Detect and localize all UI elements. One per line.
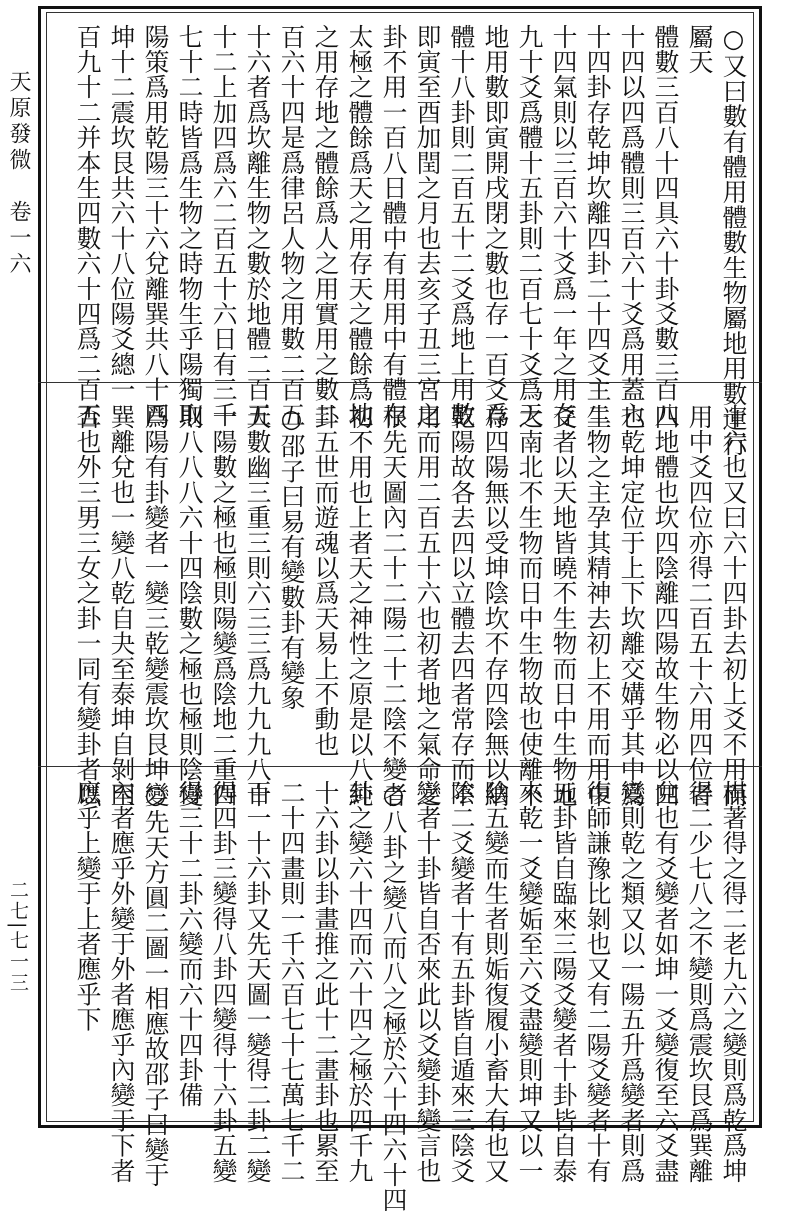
text-column: 十二上加四爲六二百五十六日有三千	[209, 24, 238, 428]
text-column: 得三十二卦六變而六十四卦備	[175, 780, 204, 1108]
text-column: 十四氣則以三百六十爻爲一年之用存	[549, 24, 578, 428]
book-title-margin: 天原發微 卷一六	[6, 70, 31, 278]
text-column: 也乾坤定位于上下坎離交媾乎其中爲	[617, 404, 646, 808]
text-column: 十六也又曰六十四卦去初上爻不用而	[719, 404, 748, 808]
text-column: 四地體也坎四陰離四陽故生物必以四	[651, 404, 680, 808]
text-column: 爲陽有卦變者一變三乾變震坎艮坤變	[141, 404, 170, 808]
text-column: 體十八卦則二百五十二爻爲地上用數	[447, 24, 476, 428]
text-column: 陰二爻變者十有五卦皆自遁來三陰爻	[447, 780, 476, 1184]
text-column: 用而用二百五十六也初者地之氣命之	[413, 404, 442, 808]
text-column: 之用存地之體餘爲人之用實用之數二	[311, 24, 340, 428]
text-column: 應乎上變于上者應乎下	[73, 780, 102, 1032]
text-column: 之南北不生物而日中生物故也使離不	[515, 404, 544, 808]
text-column: 一陽數之極也極則陽變爲陰地二重四	[209, 404, 238, 808]
text-column: 卦五世而遊魂以爲天易上不動也	[311, 404, 340, 757]
text-section-upper	[73, 24, 750, 457]
text-column: 根先天圖內二十二陽二十二陰不變者	[379, 404, 408, 808]
text-column: 變則乾之類又以一陽五升爲變者則爲	[617, 780, 646, 1184]
text-column: 五卦皆自臨來三陽爻變者十卦皆自泰	[549, 780, 578, 1184]
text-section-lower	[73, 780, 750, 1213]
text-section-middle	[73, 404, 750, 808]
text-column: 太極之體餘爲天之用存天之體餘爲地	[345, 24, 374, 428]
text-column: 棋著得之得二老九六之變則爲乾爲坤	[719, 780, 748, 1184]
text-column: 變者十卦皆自否來此以爻變卦變言也	[413, 780, 442, 1184]
text-column: 乾陽故各去四以立體去四者常存而不	[447, 404, 476, 808]
text-column: 天數幽三重三則六三三爲九九九八十	[243, 404, 272, 808]
text-column: 十四卦存乾坤坎離四卦二十四爻主二	[583, 24, 612, 428]
text-column: 坤十二震坎艮共六十八位陽爻總一	[107, 24, 136, 402]
text-column: 陰五變而生者則姤復履小畜大有也又	[481, 780, 510, 1184]
text-column: 用中爻四位亦得二百五十六用四位者	[685, 404, 714, 808]
text-column: 卦之變六十四而六十四之極於四千九	[345, 780, 374, 1184]
text-column: ○八卦之變八而八之極於六十四六十四	[379, 780, 408, 1213]
text-column: 巽離兌也一變八乾自夬至泰坤自剝至	[107, 404, 136, 808]
text-column: 內者應乎外變于外者應乎內變于下者	[107, 780, 136, 1184]
text-column: 地用數即寅開戌閉之數也存一百爻爲	[481, 24, 510, 428]
text-column: 得四卦三變得八卦四變得十六卦五變	[209, 780, 238, 1184]
text-column: 七十二時皆爲生物之時物生乎陽獨取	[175, 24, 204, 428]
text-column: 爻者以天地皆曉不生物而日中生物地	[549, 404, 578, 808]
text-column: ○邵子曰易有變數卦有變象	[277, 404, 306, 711]
text-column: 來乾一爻變姤至六爻盡變則坤又以一	[515, 780, 544, 1184]
text-column: 百九十二并本生四數六十四爲二百五	[73, 24, 102, 428]
text-column: ○又曰數有體用體數生物屬地用數運行	[719, 24, 748, 457]
text-column: 十六者爲坎離生物之數於地體二百五	[243, 24, 272, 428]
text-column: 則八八八六十四陰數之極也極則陰變	[175, 404, 204, 808]
text-column: 復師謙豫比剝也又有二陽爻變者十有	[583, 780, 612, 1184]
text-column: 初不用也上者天之神性之原是以八純	[345, 404, 374, 808]
text-column: 生物之主孕其精神去初上不用而用中	[583, 404, 612, 808]
text-column: 得二少七八之不變則爲震坎艮爲巽離	[685, 780, 714, 1184]
text-column: 九十爻爲體十五卦則二百七十爻爲天	[515, 24, 544, 428]
text-column: 百一十六卦又先天圖一變得二卦二變	[243, 780, 272, 1184]
text-column: 陽策爲用乾陽三十六兌離巽共八十四	[141, 24, 170, 428]
text-column: 兌也有爻變者如坤一爻變復至六爻盡	[651, 780, 680, 1184]
text-column: 屬天	[685, 24, 714, 75]
page-number-margin: 二七|七一三	[7, 880, 29, 994]
text-column: 體數三百八十四具六十卦爻數三百八	[651, 24, 680, 428]
text-column: ○先天方圓二圖一相應故邵子曰變于	[141, 780, 170, 1188]
text-column: 十四以四爲體則三百六十爻爲用蓋六	[617, 24, 646, 428]
text-column: 十六卦以卦畫推之此十二畫卦也累至	[311, 780, 340, 1184]
text-column: 存四陽無以受坤陰坎不存四陰無以納	[481, 404, 510, 808]
text-column: 二十四畫則一千六百七十七萬七千二	[277, 780, 306, 1184]
text-column: 即寅至酉加閏之月也去亥子丑三宮之	[413, 24, 442, 428]
text-column: 否也外三男三女之卦一同有變卦者以	[73, 404, 102, 808]
text-column: 百六十四是爲律呂人物之用數二百五	[277, 24, 306, 428]
text-column: 卦不用一百八日體中有用用中有體存	[379, 24, 408, 428]
